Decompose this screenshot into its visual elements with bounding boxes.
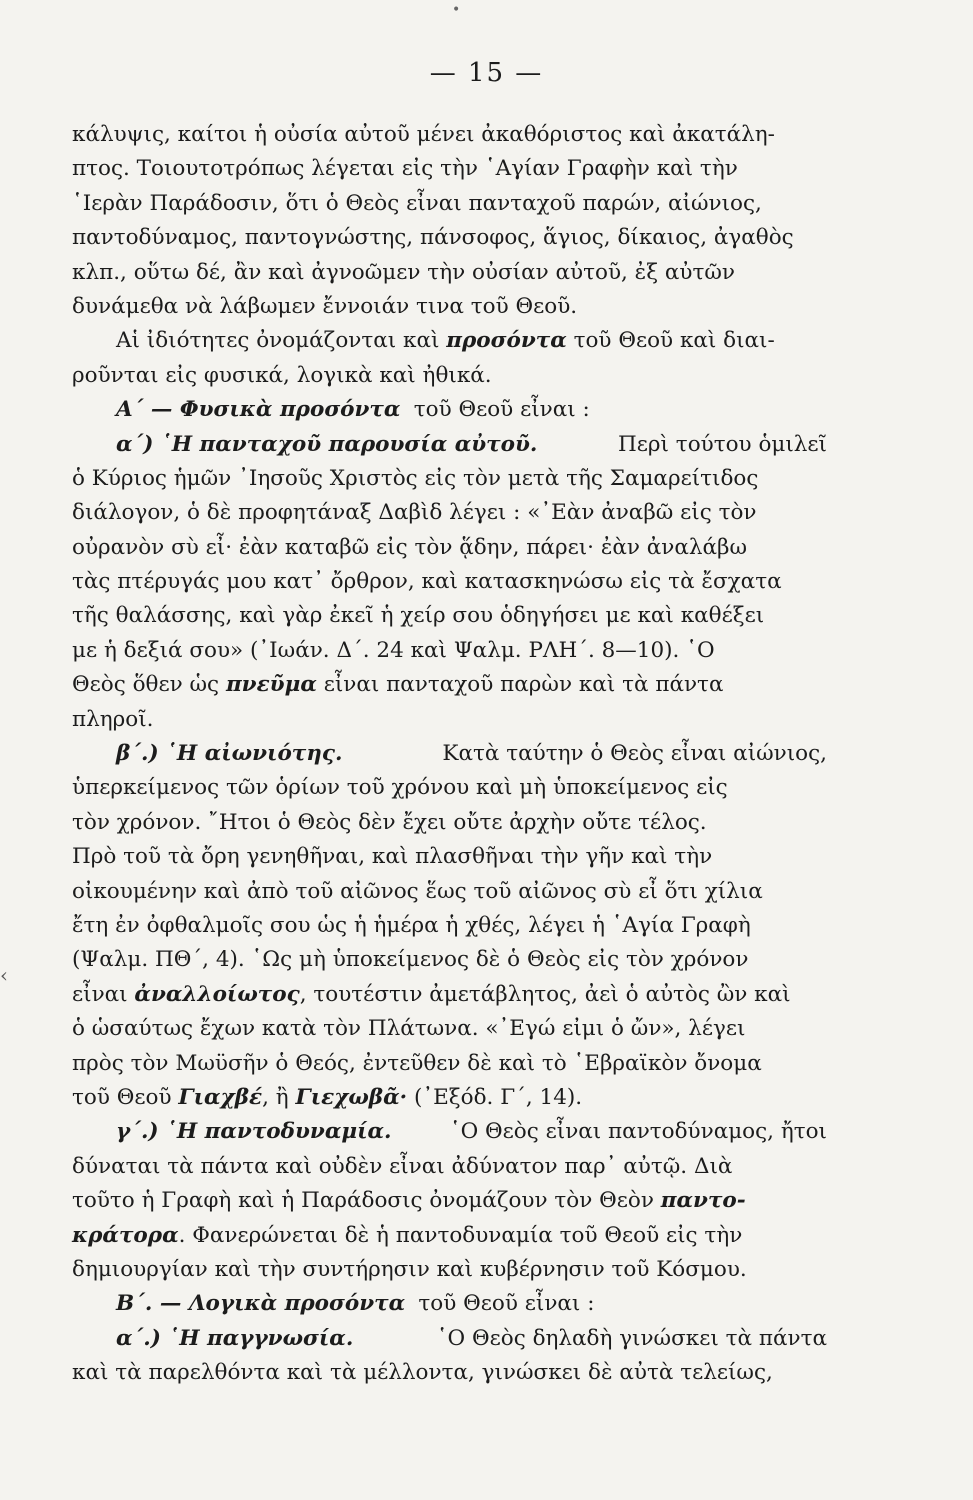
subsection-heading: α΄.) ῾Η παγγνωσία. ῾Ο Θεὸς δηλαδὴ γινώσκει τὰ πάντα xyxy=(116,1325,827,1351)
subsection-heading: γ΄.) ῾Η παντοδυναμία. ῾Ο Θεὸς εἶναι παντοδύναμος, ἤτοι xyxy=(116,1119,827,1145)
text-line: ῾Ιερὰν Παράδοσιν, ὅτι ὁ Θεὸς εἶναι πανταχοῦ παρών, αἰώνιος, xyxy=(72,190,762,216)
text-line: οὐρανὸν σὺ εἶ· ἐὰν καταβῶ εἰς τὸν ᾅδην, πάρει· ἐὰν ἀναλάβω xyxy=(72,534,748,560)
text-line: τῆς θαλάσσης, καὶ γὰρ ἐκεῖ ἡ χείρ σου ὁδηγήσει με καὶ καθέξει xyxy=(72,603,765,629)
term-prosonta: προσόντα xyxy=(446,328,567,354)
text-line: καὶ τὰ παρελθόντα καὶ τὰ μέλλοντα, γινώσκει δὲ αὐτὰ τελείως, xyxy=(72,1360,773,1386)
text-line: πρὸς τὸν Μωϋσῆν ὁ Θεός, ἐντεῦθεν δὲ καὶ τὸ ῾Εβραϊκὸν ὄνομα xyxy=(72,1050,762,1076)
text-line: Πρὸ τοῦ τὰ ὄρη γενηθῆναι, καὶ πλασθῆναι τὴν γῆν καὶ τὴν xyxy=(72,844,713,870)
text-line: τοῦτο ἡ Γραφὴ καὶ ἡ Παράδοσις ὀνομάζουν τὸν Θεὸν παντο- xyxy=(72,1188,746,1214)
text-line: ροῦνται εἰς φυσικά, λογικὰ καὶ ἠθικά. xyxy=(72,362,492,388)
text-line: πτος. Τοιουτοτρόπως λέγεται εἰς τὴν ῾Αγίαν Γραφὴν καὶ τὴν xyxy=(72,156,738,182)
text-line: δύναται τὰ πάντα καὶ οὐδὲν εἶναι ἀδύνατον παρ᾿ αὐτῷ. Διὰ xyxy=(72,1153,733,1179)
text-line: ὁ ὡσαύτως ἔχων κατὰ τὸν Πλάτωνα. «᾿Εγώ εἰμι ὁ ὤν», λέγει xyxy=(72,1016,746,1042)
text-line: τὰς πτέρυγάς μου κατ᾿ ὄρθρον, καὶ κατασκηνώσω εἰς τὰ ἔσχατα xyxy=(72,569,782,595)
text-line: ἔτη ἐν ὀφθαλμοῖς σου ὡς ἡ ἡμέρα ἡ χθές, λέγει ἡ ῾Αγία Γραφὴ xyxy=(72,912,751,938)
text-line: Θεὸς ὅθεν ὡς πνεῦμα εἶναι πανταχοῦ παρὼν καὶ τὰ πάντα xyxy=(72,672,724,698)
text-line: παντοδύναμος, παντογνώστης, πάνσοφος, ἅγιος, δίκαιος, ἀγαθὸς xyxy=(72,225,794,251)
text-line: εἶναι ἀναλλοίωτος, τουτέστιν ἀμετάβλητος, ἀεὶ ὁ αὐτὸς ὢν καὶ xyxy=(72,981,791,1007)
text-line: ὑπερκείμενος τῶν ὁρίων τοῦ χρόνου καὶ μὴ ὑποκείμενος εἰς xyxy=(72,775,728,801)
text-line: κράτορα. Φανερώνεται δὲ ἡ παντοδυναμία τοῦ Θεοῦ εἰς τὴν xyxy=(72,1222,743,1248)
text-line: κλπ., οὕτω δέ, ἂν καὶ ἀγνοῶμεν τὴν οὐσίαν αὐτοῦ, ἐξ αὐτῶν xyxy=(72,259,735,285)
text-line: τοῦ Θεοῦ Γιαχβέ, ἢ Γιεχωβᾶ· (᾿Εξόδ. Γ΄, 14). xyxy=(72,1084,583,1110)
text-line: δυνάμεθα νὰ λάβωμεν ἔννοιάν τινα τοῦ Θεοῦ. xyxy=(72,293,578,319)
text-line: διάλογον, ὁ δὲ προφητάναξ Δαβὶδ λέγει : «᾿Εὰν ἀναβῶ εἰς τὸν xyxy=(72,500,757,526)
page-number: — 15 — xyxy=(429,58,544,88)
subsection-heading: α΄) ῾Η πανταχοῦ παρουσία αὐτοῦ. Περὶ τούτου ὁμιλεῖ xyxy=(116,431,827,457)
text-line: οἰκουμένην καὶ ἀπὸ τοῦ αἰῶνος ἕως τοῦ αἰῶνος σὺ εἶ ὅτι χίλια xyxy=(72,878,763,904)
subsection-heading: β΄.) ῾Η αἰωνιότης. Κατὰ ταύτην ὁ Θεὸς εἶναι αἰώνιος, xyxy=(116,741,827,767)
text-line: πληροῖ. xyxy=(72,706,154,732)
text-line: δημιουργίαν καὶ τὴν συντήρησιν καὶ κυβέρνησιν τοῦ Κόσμου. xyxy=(72,1256,747,1282)
text-line: τὸν χρόνον. ῎Ητοι ὁ Θεὸς δὲν ἔχει οὔτε ἀρχὴν οὔτε τέλος. xyxy=(72,809,707,835)
text-line: Αἱ ἰδιότητες ὀνομάζονται καὶ προσόντα τοῦ Θεοῦ καὶ διαι- xyxy=(116,328,775,354)
speck-mark: • xyxy=(452,2,461,18)
margin-mark: ‹ xyxy=(0,963,8,987)
text-line: (Ψαλμ. ΠΘ΄, 4). ῾Ως μὴ ὑποκείμενος δὲ ὁ Θεὸς εἰς τὸν χρόνον xyxy=(72,947,749,973)
body-text xyxy=(72,118,827,1390)
text-line: κάλυψις, καίτοι ἡ οὐσία αὐτοῦ μένει ἀκαθόριστος καὶ ἀκατάλη- xyxy=(72,122,775,147)
text-line: ὁ Κύριος ἡμῶν ᾿Ιησοῦς Χριστὸς εἰς τὸν μετὰ τῆς Σαμαρείτιδος xyxy=(72,465,759,491)
section-heading-a: Α΄ — Φυσικὰ προσόντα τοῦ Θεοῦ εἶναι : xyxy=(116,397,590,423)
text-line: με ἡ δεξιά σου» (᾿Ιωάν. Δ΄. 24 καὶ Ψαλμ. ΡΛΗ΄. 8—10). ῾Ο xyxy=(72,637,715,663)
section-heading-b: Β΄. — Λογικὰ προσόντα τοῦ Θεοῦ εἶναι : xyxy=(116,1291,595,1317)
